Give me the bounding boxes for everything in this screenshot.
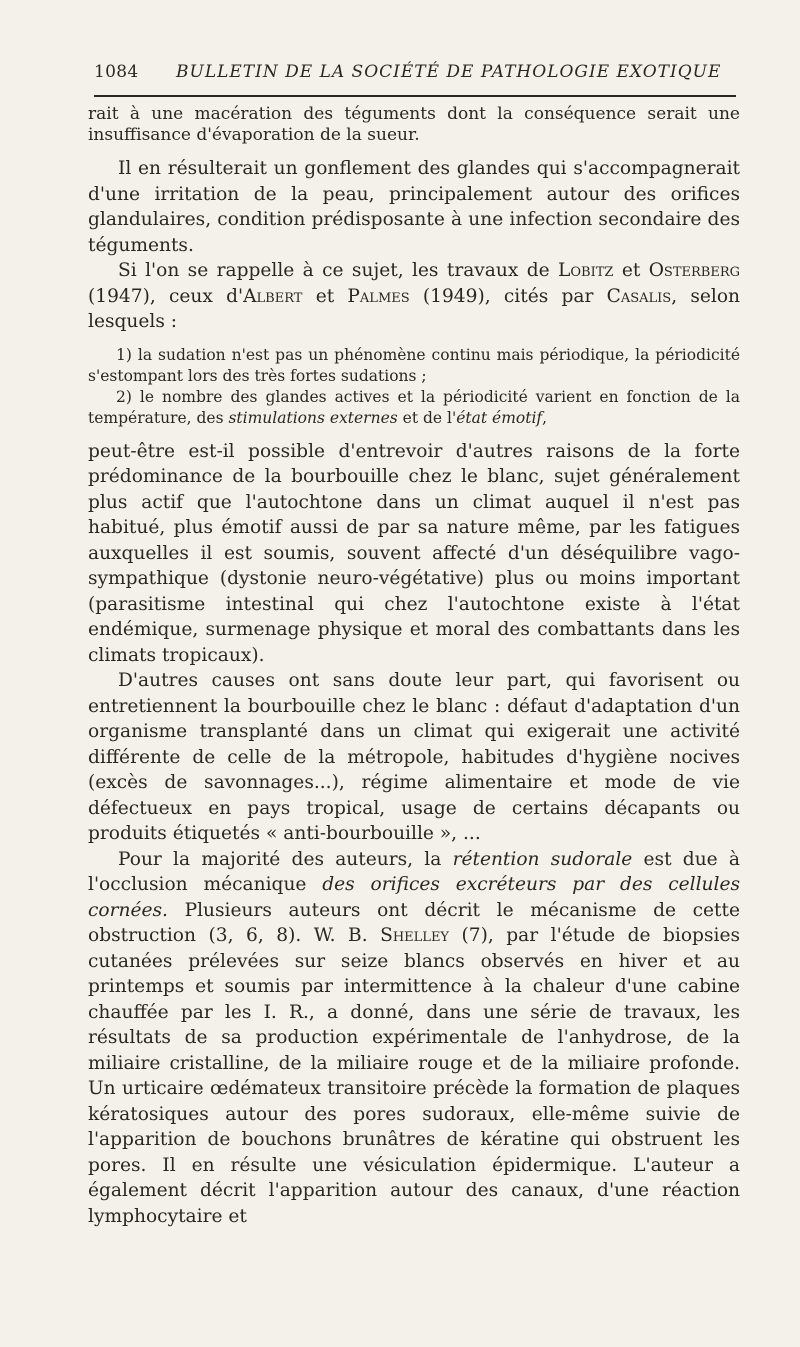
paragraph-4: peut-être est-il possible d'entrevoir d'autres raisons de la forte prédominance de la bourbouille chez le blanc, sujet généralement plus actif que l'autochtone dans un climat auquel il n'est pas habitué, plus émotif aussi de par sa nature même, par les fatigues auxquelles il est soumis, souvent affecté d'un déséquilibre vago-sympathique (dystonie neuro-végétative) plus ou moins important (parasitisme intestinal qui chez l'autochtone existe à l'état endémique, surmenage physique et moral des combattants dans les climats tropicaux). xyxy=(88,440,740,666)
p6-text-a: Pour la majorité des auteurs, la xyxy=(118,848,453,870)
p3-text-a: Si l'on se rappelle à ce sujet, les travaux de xyxy=(118,260,559,281)
header-rule xyxy=(94,95,736,97)
p6-text-b: est due à l'occlusion mécanique xyxy=(88,848,741,895)
p3-text-c: (1947), ceux d' xyxy=(88,285,244,307)
author-shelley: Shelley xyxy=(380,925,450,946)
author-casalis: Casalis xyxy=(606,285,672,307)
list-item-2-emphasis-1: stimulations externes xyxy=(228,408,398,427)
numbered-list xyxy=(88,345,740,429)
p6-emphasis-1: rétention sudorale xyxy=(452,848,633,870)
list-item-2 xyxy=(88,387,740,429)
list-item-2-emphasis-2: état émotif xyxy=(456,408,543,427)
paragraph-2: Il en résulterait un gonflement des glandes qui s'accompagnerait d'une irritation de la peau, principalement autour des orifices glandulaires, condition prédisposante à une infection secondaire des téguments. xyxy=(88,158,740,256)
list-item-2-text-b: et de l' xyxy=(397,408,457,427)
p3-text-b: et xyxy=(613,260,649,281)
list-item-1: 1) la sudation n'est pas un phénomène continu mais périodique, la périodicité s'estompant lors des très fortes sudations ; xyxy=(88,345,740,385)
paragraph-5: D'autres causes ont sans doute leur part, qui favorisent ou entretiennent la bourbouille chez le blanc : défaut d'adaptation d'un organisme transplanté dans un climat qui exigerait une activité différente de celle de la métropole, habitudes d'hygiène nocives (excès de savonnages...), régime alimentaire et mode de vie défectueux en pays tropical, usage de certains décapants ou produits étiquetés « anti-bourbouille », ... xyxy=(88,670,740,844)
p6-text-d: (7), par l'étude de biopsies cutanées prélevées sur seize blancs observés en hiver et au printemps et soumis par intermittence à la chaleur d'une cabine chauffée par les I. R., a donné, dans une série de travaux, les résultats de sa production expérimentale de l'anhydrose, de la miliaire cristalline, de la miliaire rouge et de la miliaire profonde. Un urticaire œdémateux transitoire précède la formation de plaques kératosiques autour des pores sudoraux, elle-même suivie de l'apparition de bouchons brunâtres de kératine qui obstruent les pores. Il en résulte une vésiculation épidermique. L'auteur a également décrit l'apparition autour des canaux, d'une réaction lymphocytaire et xyxy=(88,925,740,1227)
p3-text-e: (1949), cités par xyxy=(409,285,607,307)
p6-text-c: Plusieurs auteurs ont décrit le mécanisme de cette obstruction (3, 6, 8). W. B. xyxy=(88,899,740,946)
paragraph-1: rait à une macération des téguments dont la conséquence serait une insuffisance d'évaporation de la sueur. xyxy=(88,104,740,145)
page-number: 1084 xyxy=(94,62,139,82)
p3-text-f: , selon lesquels : xyxy=(88,285,741,332)
paragraph-3 xyxy=(88,258,740,335)
paragraph-6 xyxy=(88,847,740,1230)
p3-text-d: et xyxy=(302,285,348,307)
running-head: BULLETIN DE LA SOCIÉTÉ DE PATHOLOGIE EXOTIQUE xyxy=(176,62,722,82)
author-albert: Albert xyxy=(243,285,303,307)
author-osterberg: Osterberg xyxy=(648,260,741,281)
p6-emphasis-2: des orifices excréteurs par des cellules cornées. xyxy=(88,874,740,921)
body-text xyxy=(88,104,740,1229)
author-lobitz: Lobitz xyxy=(558,260,614,281)
author-palmes: Palmes xyxy=(347,285,410,307)
list-item-2-text-c: , xyxy=(542,408,548,427)
list-item-2-text-a: 2) le nombre des glandes actives et la périodicité varient en fonction de la température, des xyxy=(88,387,740,427)
